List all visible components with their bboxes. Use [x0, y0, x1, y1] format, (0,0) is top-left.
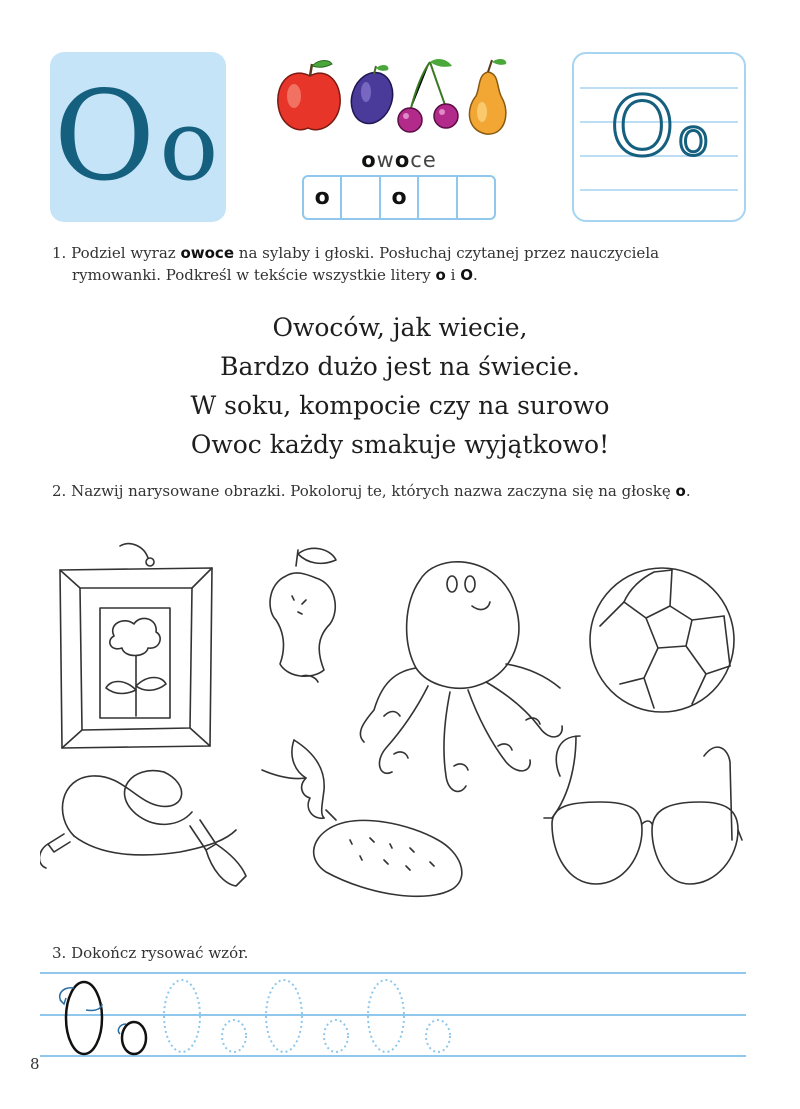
pear-icon [469, 59, 506, 134]
writing-sample-box [572, 52, 746, 222]
word-part: o [394, 148, 411, 172]
sound-box[interactable] [419, 177, 457, 218]
ball-icon[interactable] [590, 568, 734, 712]
sound-box[interactable]: o [381, 177, 419, 218]
sound-box[interactable]: o [304, 177, 342, 218]
jump-rope-icon[interactable] [40, 771, 246, 886]
task-text: . [472, 266, 478, 284]
tracing-area[interactable] [40, 968, 750, 1063]
big-letter-lower: o [159, 89, 223, 203]
picture-frame-icon[interactable] [60, 544, 212, 748]
task-3 [52, 942, 452, 964]
poem-line: Bardzo dużo jest na świecie. [220, 352, 580, 381]
letter-card [50, 52, 226, 222]
writing-sample-upper: O [610, 80, 675, 175]
page-number: 8 [30, 1055, 40, 1073]
task-text: Dokończ rysować wzór. [71, 944, 249, 962]
writing-sample-lower: o [678, 109, 709, 167]
poem-line: Owoc każdy smakuje wyjątkowo! [190, 430, 610, 459]
word-part: w [376, 148, 395, 172]
octopus-icon[interactable] [360, 562, 562, 792]
apple-core-icon[interactable] [270, 548, 336, 682]
cherries-icon [398, 59, 458, 132]
highlight-letter: o [675, 482, 686, 500]
highlight-letter: o [435, 266, 446, 284]
task-1 [52, 242, 752, 286]
apple-icon [278, 61, 340, 130]
poem-line: W soku, kompocie czy na surowo [190, 391, 610, 420]
highlight-letter: O [460, 266, 473, 284]
cucumber-icon[interactable] [262, 740, 462, 896]
task-text: Podziel wyraz [71, 244, 176, 262]
highlight-word: owoce [180, 244, 235, 262]
sound-box[interactable] [342, 177, 380, 218]
task-text: na sylaby i głoski. Posłuchaj czytanej przez nauczyciela [238, 244, 660, 262]
word-owoce [302, 148, 496, 172]
task-text: . [685, 482, 691, 500]
big-letter-upper: O [53, 65, 160, 209]
task-2 [52, 480, 772, 502]
task-text: Nazwij narysowane obrazki. Pokoloruj te, których nazwa zaczyna się na głoskę [71, 482, 671, 500]
trace-pattern[interactable] [60, 980, 450, 1054]
writing-lines [574, 54, 744, 220]
plum-icon [345, 65, 399, 129]
task-text: i [450, 266, 456, 284]
task-text: rymowanki. Podkreśl w tekście wszystkie litery [72, 266, 431, 284]
task-number: 3. [52, 944, 67, 962]
word-part: o [361, 148, 377, 172]
fruits-illustration [270, 56, 510, 138]
big-letter [53, 65, 223, 209]
task-number: 2. [52, 482, 67, 500]
coloring-drawings [40, 540, 780, 920]
poem-line: Owoców, jak wiecie, [272, 313, 528, 342]
poem [100, 308, 700, 464]
sound-boxes [302, 175, 496, 220]
word-part: ce [410, 148, 437, 172]
sound-box[interactable] [458, 177, 494, 218]
task-number: 1. [52, 244, 67, 262]
glasses-icon[interactable] [544, 736, 742, 884]
